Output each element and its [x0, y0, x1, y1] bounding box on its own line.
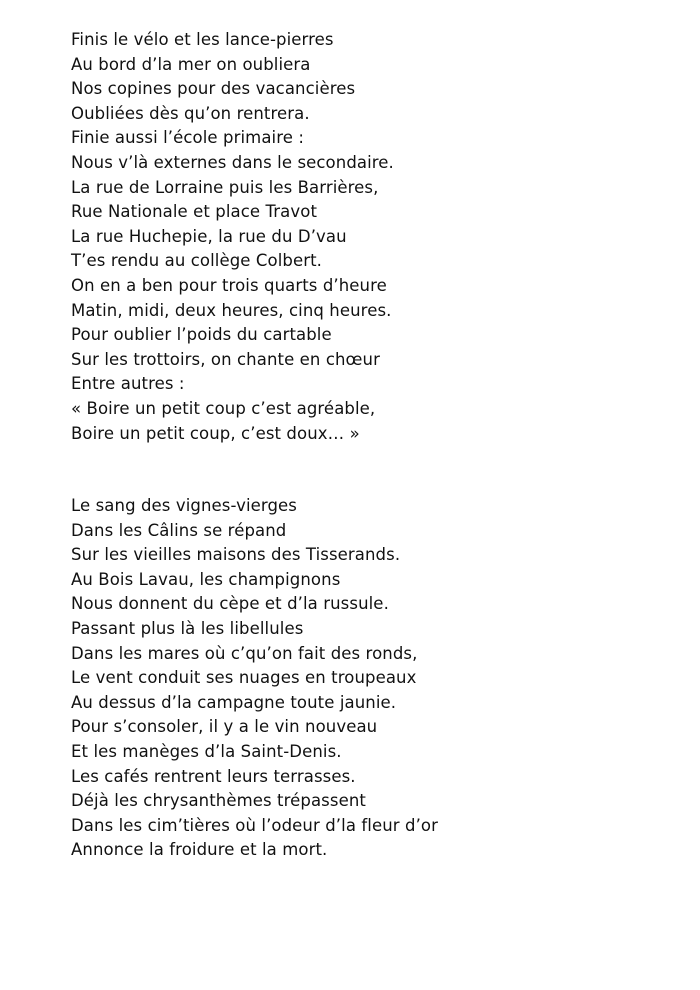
- verse-line: Dans les cim’tières où l’odeur d’la fleur d’or: [71, 815, 439, 835]
- verse-line: Le vent conduit ses nuages en troupeaux: [71, 668, 417, 688]
- verse-line: Matin, midi, deux heures, cinq heures.: [71, 300, 392, 320]
- verse-line: La rue de Lorraine puis les Barrières,: [71, 177, 379, 197]
- verse-line: On en a ben pour trois quarts d’heure: [71, 275, 387, 295]
- verse-line: Nos copines pour des vacancières: [71, 79, 356, 99]
- verse-line: Au bord d’la mer on oubliera: [71, 54, 311, 74]
- verse-line: Annonce la froidure et la mort.: [71, 840, 328, 860]
- verse-line: Rue Nationale et place Travot: [71, 202, 318, 222]
- stanza-2: [71, 494, 438, 863]
- verse-line: « Boire un petit coup c’est agréable,: [71, 398, 376, 418]
- verse-line: Sur les vieilles maisons des Tisserands.: [71, 545, 401, 565]
- verse-line: Nous donnent du cèpe et d’la russule.: [71, 594, 389, 614]
- verse-line: Finis le vélo et les lance-pierres: [71, 30, 334, 49]
- verse-line: Passant plus là les libellules: [71, 618, 304, 638]
- verse-line: Entre autres :: [71, 374, 185, 394]
- verse-line: Au dessus d’la campagne toute jaunie.: [71, 692, 397, 712]
- verse-line: Au Bois Lavau, les champignons: [71, 569, 341, 589]
- verse-line: T’es rendu au collège Colbert.: [71, 251, 323, 271]
- verse-line: Les cafés rentrent leurs terrasses.: [71, 766, 356, 786]
- verse-line: Dans les Câlins se répand: [71, 520, 287, 540]
- verse-line: Finie aussi l’école primaire :: [71, 128, 305, 148]
- verse-line: Déjà les chrysanthèmes trépassent: [71, 791, 366, 811]
- verse-line: Et les manèges d’la Saint-Denis.: [71, 741, 342, 761]
- verse-line: Pour oublier l’poids du cartable: [71, 325, 332, 345]
- stanza-1: [71, 28, 394, 446]
- verse-line: Nous v’là externes dans le secondaire.: [71, 152, 394, 172]
- verse-line: Pour s’consoler, il y a le vin nouveau: [71, 717, 378, 737]
- verse-line: La rue Huchepie, la rue du D’vau: [71, 226, 347, 246]
- verse-line: Oubliées dès qu’on rentrera.: [71, 103, 310, 123]
- verse-line: Sur les trottoirs, on chante en chœur: [71, 349, 380, 369]
- verse-line: Boire un petit coup, c’est doux… »: [71, 423, 360, 443]
- verse-line: Le sang des vignes-vierges: [71, 496, 298, 515]
- verse-line: Dans les mares où c’qu’on fait des ronds,: [71, 643, 418, 663]
